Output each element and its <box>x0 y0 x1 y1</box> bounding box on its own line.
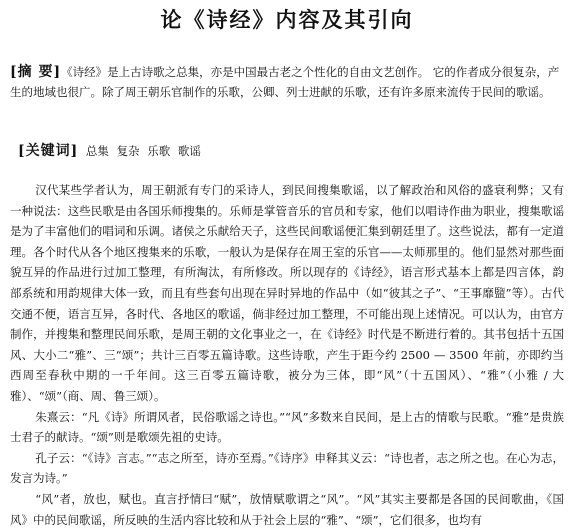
keyword-item: 乐歌 <box>147 144 171 158</box>
paragraph: “风”者，放也，赋也。直言抒情曰“赋”，放情赋歌谓之“风”。“风”其实主要都是各国的民间歌曲，《国风》中的民间歌谣，所反映的生活内容比较和从于社会上层的“雅”、“颂”，它们很多，也均有 <box>10 491 564 527</box>
abstract-text: 《诗经》是上古诗歌之总集，亦是中国最古老之个性化的自由文艺创作。 它的作者成分很复杂，产生的地域也很广。除了周王朝乐官制作的乐歌，公卿、列士进献的乐歌，还有许多原来流传于民间的歌谣。 <box>10 65 560 99</box>
keyword-item: 总集 <box>85 144 109 158</box>
keyword-item: 复杂 <box>116 144 140 158</box>
keyword-item: 歌谣 <box>177 144 201 158</box>
abstract-section <box>10 62 560 102</box>
paragraph: 孔子云：“《诗》言志。”“志之所至，诗亦至焉。”《诗序》申释其义云：“诗也者，志之所之也。在心为志，发言为诗。” <box>10 450 564 486</box>
abstract-label: [摘 要] <box>10 64 62 80</box>
keywords-label: [关键词] <box>18 143 79 159</box>
keywords-section <box>18 140 558 162</box>
paragraph: 汉代某些学者认为，周王朝派有专门的采诗人，到民间搜集歌谣，以了解政治和风俗的盛衰利弊；又有一种说法：这些民歌是由各国乐师搜集的。乐师是掌管音乐的官员和专家，他们以唱诗作曲为职业，搜集歌谣是为了丰富他们的唱词和乐调。诸侯之乐献给天子，这些民间歌谣便汇集到朝廷里了。这些说法，都有一定道理。各个时代从各个地区搜集来的乐歌，一般认为是保存在周王室的乐官——太师那里的。他们显然对那些面貌互异的作品进行过加工整理，有所淘汰，有所修改。所以现存的《诗经》，语言形式基本上都是四言体，韵部系统和用韵规律大体一致，而且有些套句出现在异时异地的作品中（如“彼其之子”、“王事靡盬”等）。古代交通不便，语言互异，各时代、各地区的歌谣，倘非经过加工整理，不可能出现上述情况。可以认为，由官方制作，并搜集和整理民间乐歌，是周王朝的文化事业之一，在《诗经》时代是不断进行着的。其书包括十五国风、大小二“雅”、三“颂”；共计三百零五篇诗歌。这些诗歌，产生于距今约 2500 — 3500 年前，亦即约当西周至春秋中期的一千年间。这三百零五篇诗歌，被分为三体，即“风”（十五国风）、“雅”（小雅 / 大雅）、“颂”（商、周、鲁三颂）。 <box>10 183 564 403</box>
page-title: 论《诗经》内容及其引向 <box>160 7 414 32</box>
paragraph: 朱熹云：“凡《诗》所谓风者，民俗歌谣之诗也。”“风”多数来自民间，是上古的情歌与民歌。“雅”是贵族士君子的献诗。“颂”则是歌颂先祖的史诗。 <box>10 409 564 445</box>
body-text <box>10 180 564 530</box>
